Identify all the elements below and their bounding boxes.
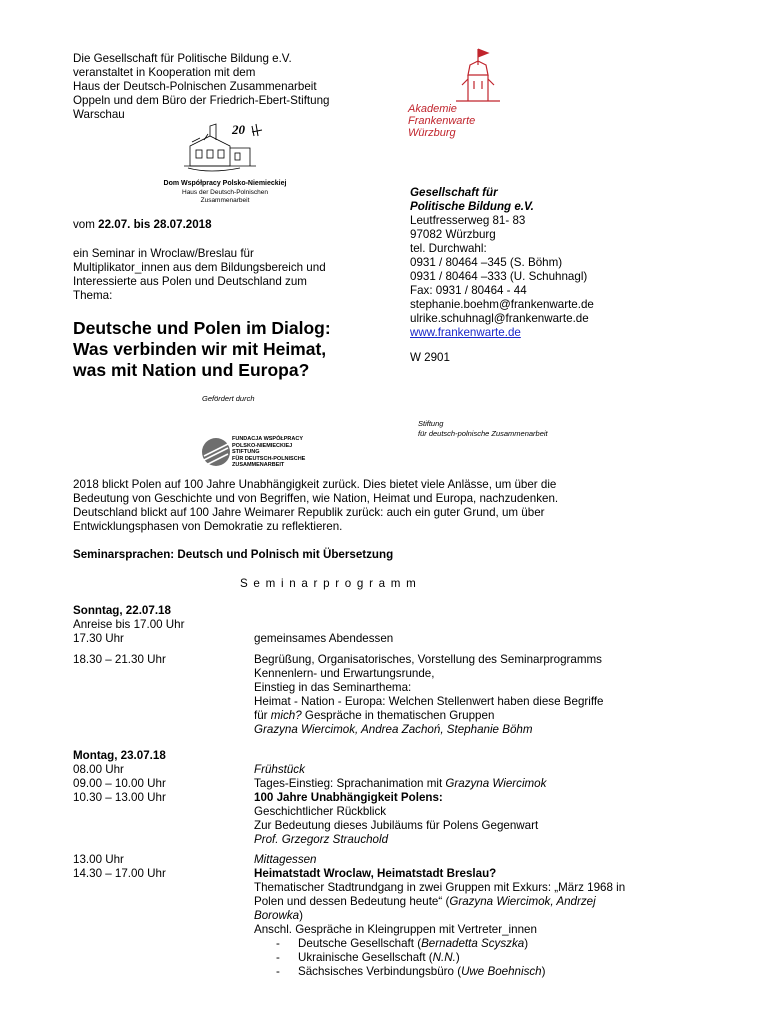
dom-wspolpracy-logo bbox=[160, 118, 290, 204]
tower-icon bbox=[408, 45, 518, 103]
time-slot: 13.00 Uhr bbox=[73, 853, 124, 866]
seminar-intro: ein Seminar in Wroclaw/Breslau für Multiplikator_innen aus dem Bildungsbereich und Interessierte aus Polen und Deutschland zum Thema: bbox=[73, 247, 326, 302]
event: gemeinsames Abendessen bbox=[254, 632, 394, 645]
sunday-schedule-times bbox=[73, 604, 253, 667]
day-heading: Sonntag, 22.07.18 bbox=[73, 604, 171, 617]
monday-schedule-times bbox=[73, 749, 253, 805]
contact-address bbox=[410, 186, 660, 340]
funded-by-label: Gefördert durch bbox=[202, 394, 255, 403]
intro-line: Warschau bbox=[73, 108, 125, 121]
phone-line: 0931 / 80464 –333 (U. Schuhnagl) bbox=[410, 270, 588, 283]
intro-line: veranstaltet in Kooperation mit dem bbox=[73, 66, 256, 79]
event: Frühstück bbox=[254, 763, 305, 776]
event: Mittagessen bbox=[254, 853, 317, 866]
intro-line: Haus der Deutsch-Polnischen Zusammenarbeit bbox=[73, 80, 317, 93]
seminar-languages: Seminarsprachen: Deutsch und Polnisch mit Übersetzung bbox=[73, 548, 394, 561]
dom-logo-caption-pl: Dom Współpracy Polsko-Niemieckiej bbox=[163, 180, 287, 187]
address-line: 97082 Würzburg bbox=[410, 228, 496, 241]
speakers: Grazyna Wiercimok, Andrea Zachoń, Stephanie Böhm bbox=[254, 723, 533, 736]
fundacja-logo bbox=[202, 434, 312, 474]
phone-line: 0931 / 80464 –345 (S. Böhm) bbox=[410, 256, 563, 269]
time-slot: 14.30 – 17.00 Uhr bbox=[73, 867, 166, 880]
monday-afternoon-times bbox=[73, 853, 253, 881]
intro-line: Die Gesellschaft für Politische Bildung e.V. bbox=[73, 52, 292, 65]
stiftung-label: Stiftung für deutsch-polnische Zusammenarbeit bbox=[418, 419, 548, 438]
address-org: Politische Bildung e.V. bbox=[410, 200, 534, 213]
arrival-time: Anreise bis 17.00 Uhr bbox=[73, 618, 185, 631]
monday-morning-events: Frühstück Tages-Einstieg: Sprachanimation mit Grazyna Wiercimok 100 Jahre Unabhängigkeit Polens: Geschichtlicher Rückblick Zur Bedeutung dieses Jubiläums für Polens Gegenwart Prof. Grzegorz Strauchold bbox=[254, 763, 694, 847]
address-line: Leutfresserweg 81- 83 bbox=[410, 214, 526, 227]
organizer-intro bbox=[73, 52, 393, 122]
fundacja-emblem-icon bbox=[202, 434, 230, 470]
monday-afternoon-events: Mittagessen Heimatstadt Wroclaw, Heimatstadt Breslau? Thematischer Stadtrundgang in zwei Gruppen mit Exkurs: „März 1968 in Polen und dessen Bedeutung heute“ (Grazyna Wiercimok, Andrzej Borowka) Anschl. Gespräche in Kleingruppen mit Vertreter_innen - Deutsche Gesellschaft (Bernadetta Scyszka) - Ukrainische Gesellschaft (N.N.) - Sächsisches Verbindungsbüro (Uwe Boehnisch) bbox=[254, 853, 694, 979]
event-title: Heimatstadt Wroclaw, Heimatstadt Breslau? bbox=[254, 867, 497, 880]
list-item: - Ukrainische Gesellschaft (N.N.) bbox=[254, 951, 694, 965]
speaker: Prof. Grzegorz Strauchold bbox=[254, 833, 389, 846]
fundacja-text: FUNDACJA WSPÓŁPRACY POLSKO-NIEMIECKIEJ STIFTUNG FÜR DEUTSCH-POLNISCHE ZUSAMMENARBEIT bbox=[232, 436, 306, 468]
address-org: Gesellschaft für bbox=[410, 186, 498, 199]
date-line: vom 22.07. bis 28.07.2018 bbox=[73, 218, 212, 231]
akademie-name: Akademie Frankenwarte Würzburg bbox=[408, 103, 476, 139]
time-slot: 08.00 Uhr bbox=[73, 763, 124, 776]
time-slot: 17.30 Uhr bbox=[73, 632, 124, 645]
time-slot: 09.00 – 10.00 Uhr bbox=[73, 777, 166, 790]
akademie-frankenwarte-logo bbox=[408, 45, 518, 140]
time-slot: 18.30 – 21.30 Uhr bbox=[73, 653, 166, 666]
date-range: 22.07. bis 28.07.2018 bbox=[98, 218, 212, 231]
sunday-events bbox=[254, 632, 694, 737]
address-line: tel. Durchwahl: bbox=[410, 242, 487, 255]
dom-logo-caption-de: Haus der Deutsch-Polnischen Zusammenarbeit bbox=[182, 189, 268, 204]
email-line: stephanie.boehm@frankenwarte.de bbox=[410, 298, 594, 311]
group-list bbox=[254, 937, 694, 979]
event-title: 100 Jahre Unabhängigkeit Polens: bbox=[254, 791, 443, 804]
program-heading: Seminarprogramm bbox=[240, 577, 422, 590]
seminar-code: W 2901 bbox=[410, 351, 450, 364]
list-item: - Deutsche Gesellschaft (Bernadetta Scyszka) bbox=[254, 937, 694, 951]
event-block: Begrüßung, Organisatorisches, Vorstellung des Seminarprogramms Kennenlern- und Erwartungsrunde, Einstieg in das Seminarthema: Heimat - Nation - Europa: Welchen Stellenwert haben diese Begriffe für mich? Gespräche in thematischen Gruppen Grazyna Wiercimok, Andrea Zachoń, Stephanie Böhm bbox=[254, 653, 694, 737]
seminar-title: Deutsche und Polen im Dialog: Was verbinden wir mit Heimat, was mit Nation und Europa? bbox=[73, 318, 331, 380]
day-heading: Montag, 23.07.18 bbox=[73, 749, 166, 762]
intro-line: Oppeln und dem Büro der Friedrich-Ebert-Stiftung bbox=[73, 94, 330, 107]
time-slot: 10.30 – 13.00 Uhr bbox=[73, 791, 166, 804]
website-link[interactable]: www.frankenwarte.de bbox=[410, 326, 521, 339]
intro-paragraph: 2018 blickt Polen auf 100 Jahre Unabhängigkeit zurück. Dies bietet viele Anlässe, um über die Bedeutung von Geschichte und von Begriffen, wie Nation, Heimat und Europa, nachzudenken. Deutschland blickt auf 100 Jahre Weimarer Republik zurück: auch ein guter Grund, um über Entwicklungsphasen von Demokratie zu reflektieren. bbox=[73, 478, 559, 533]
event: Tages-Einstieg: Sprachanimation mit Grazyna Wiercimok bbox=[254, 777, 547, 790]
svg-text:20: 20 bbox=[232, 122, 245, 137]
fax-line: Fax: 0931 / 80464 - 44 bbox=[410, 284, 527, 297]
email-line: ulrike.schuhnagl@frankenwarte.de bbox=[410, 312, 589, 325]
list-item: - Sächsisches Verbindungsbüro (Uwe Boehnisch) bbox=[254, 965, 694, 979]
building-sketch-icon bbox=[160, 118, 290, 180]
